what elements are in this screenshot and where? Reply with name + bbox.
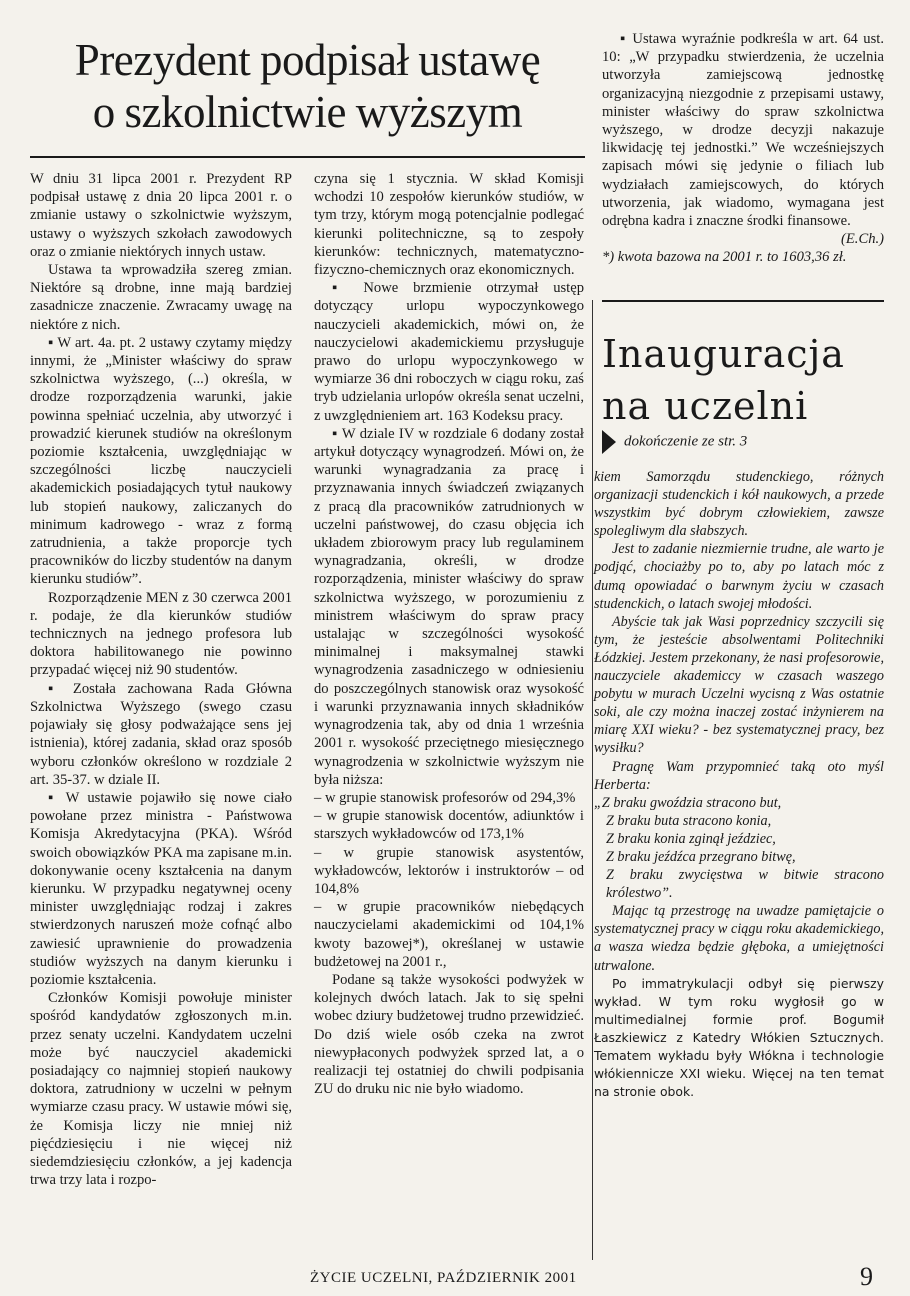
paragraph: ▪ Została zachowana Rada Główna Szkolnictwa Wyższego (swego czasu pojawiały się głosy podważające sens jej istnienia), której zadania, skład oraz sposób wyboru członków określono w rozdziale 2 art. 35-37. w dziale II. [30, 680, 292, 788]
paragraph: kiem Samorządu studenckiego, różnych organizacji studenckich i kół naukowych, a przede wszystkim być dobrym człowiekiem, zawsze spolegliwym dla słabszych. [594, 469, 884, 540]
headline-line-2: o szkolnictwie wyższym [92, 87, 523, 137]
poem-line: Z braku buta stracono konia, [606, 812, 772, 829]
salary-item: – w grupie stanowisk docentów, adiunktów i starszych wykładowców od 173,1% [314, 808, 584, 843]
paragraph: Po immatrykulacji odbył się pierwszy wykład. W tym roku wygłosił go w multimedialnej formie prof. Bogumił Łaszkiewicz z Katedry Włókien Sztucznych. Tematem wykładu były Włókna i technologie włókiennicze XXI wieku. Więcej na ten temat na stronie obok. [594, 975, 884, 1099]
side-article-rule [602, 300, 884, 302]
triangle-arrow-icon [602, 430, 616, 454]
salary-item: – w grupie stanowisk asystentów, wykładowców, lektorów i instruktorów – od 104,8% [314, 844, 584, 897]
article-headline [30, 34, 585, 138]
paragraph: ▪ W ustawie pojawiło się nowe ciało powołane przez ministra - Państwowa Komisja Akredytacyjna (PKA). Wśród swoich obowiązków PKA ma zapisane m.in. dokonywanie oceny kształcenia na danym kierunku. W przypadku negatywnej oceny minister uwzględniając rodzaj i zakres stwierdzonych naruszeń może cofnąć albo zawiesić uprawnienie do prowadzenia studiów wyższych na danym kierunku i poziomie kształcenia. [30, 789, 292, 988]
continued-from [602, 430, 884, 454]
salary-item: – w grupie stanowisk profesorów od 294,3% [314, 789, 576, 806]
paragraph: Podane są także wysokości podwyżek w kolejnych dwóch latach. Jak to się spełni wobec dziury budżetowej trudno przewidzieć. Do dziś wiele osób czeka na zwrot niewypłaconych podwyżek sprzed lat, a o realizacji tej ostatniej do chwili podpisania ZU do druku nic nie było wiadomo. [314, 971, 584, 1098]
poem-line: Z braku konia zginął jeździec, [606, 830, 776, 847]
paragraph: Ustawa ta wprowadziła szereg zmian. Niektóre są drobne, inne mają bardziej zasadnicze znaczenie. Zwracamy uwagę na niektóre z nich. [30, 262, 292, 333]
poem-line: Z braku jeźdźca przegrano bitwę, [606, 848, 796, 865]
author-signature: (E.Ch.) [841, 231, 884, 248]
paragraph: ▪ Ustawa wyraźnie podkreśla w art. 64 ust. 10: „W przypadku stwierdzenia, że uczelnia utworzyła zamiejscową jednostkę organizacyjną niezgodnie z przepisami ustawy, minister właściwy do spraw szkolnictwa wyższego, w drodze decyzji nakazuje likwidację tej jednostki.” We wcześniejszych zapisach mówi się jedynie o filiach lub wydziałach zamiejscowych, do których utworzenia, jak wiadomo, wymagana jest odrębna kadra i znaczne środki finansowe. [602, 31, 884, 230]
continued-label: dokończenie ze str. 3 [624, 433, 748, 450]
headline-line-1: Prezydent podpisał ustawę [74, 35, 541, 85]
footnote: *) kwota bazowa na 2001 r. to 1603,36 zł. [602, 249, 847, 266]
paragraph: Jest to zadanie niezmiernie trudne, ale warto je podjąć, chociażby po to, aby po latach móc z dumą opowiadać o barwnym życiu w czasach studenckich, o latach swojej młodości. [594, 541, 884, 612]
paragraph: Mając tą przestrogę na uwadze pamiętajcie o systematycznej pracy w ciągu roku akademickiego, a wasza wiedza będzie głęboka, a umiejętności utrwalone. [594, 903, 884, 974]
page-number: 9 [860, 1262, 874, 1291]
side-article-headline [602, 328, 884, 432]
salary-item: – w grupie pracowników niebędących nauczycielami akademickimi od 104,1% kwoty bazowej*), określanej w ustawie budżetowej na 2001 r., [314, 899, 584, 970]
paragraph: ▪ W art. 4a. pt. 2 ustawy czytamy między innymi, że „Minister właściwy do spraw szkolnictwa wyższego, (...) określa, w drodze rozporządzenia warunki, jakie powinna spełniać uczelnia, aby utworzyć i prowadzić kierunek studiów na określonym poziomie kształcenia, uwzględniając w szczególności liczbę nauczycieli akademickich posiadających tytuł naukowy lub stopień naukowy, zaliczanych do minimum kadrowego - wraz z formą zatrudnienia, a także proporcje tych pracowników do liczby studentów na danym kierunku studiów”. [30, 334, 292, 588]
poem-line: Z braku zwycięstwa w bitwie stracono królestwo”. [606, 867, 884, 902]
journal-name: ŻYCIE UCZELNI, PAŹDZIERNIK 2001 [310, 1270, 577, 1286]
paragraph: Członków Komisji powołuje minister spośród kandydatów zgłoszonych m.in. przez senaty uczelni. Kandydatem uczelni może być nauczyciel akademicki posiadający co najmniej stopień naukowy doktora, zatrudniony w uczelni w pełnym wymiarze czasu pracy. W ustawie mówi się, że Komisja liczy nie mniej niż pięćdziesięciu i nie więcej niż siedemdziesięciu członków, a jej kadencja trwa trzy lata i rozpo- [30, 990, 292, 1189]
article-column-1 [30, 170, 292, 1189]
paragraph: ▪ Nowe brzmienie otrzymał ustęp dotyczący urlopu wypoczynkowego nauczycieli akademickich, mówi on, że nauczycielowi akademickiemu przysługuje prawo do urlopu wypoczynkowego w wymiarze 36 dni roboczych w ciągu roku, zaś tryb udzielania urlopów określa senat uczelni, z uwzględnieniem art. 163 Kodeksu pracy. [314, 280, 584, 424]
column-divider [592, 300, 593, 1260]
paragraph: czyna się 1 stycznia. W skład Komisji wchodzi 10 zespołów kierunków studiów, w tym trzy, którym mogą potencjalnie podlegać kierunki politechniczne, są to zespoły kierunków: technicznych, matematyczno-fizyczno-chemicznych oraz ekonomicznych. [314, 171, 584, 279]
paragraph: Abyście tak jak Wasi poprzednicy szczycili się tym, że jesteście absolwentami Politechniki Łódzkiej. Jestem przekonany, że nasi profesorowie, nauczyciele akademiccy w czasach waszego pobytu w murach Uczelni wycisną z Was ostatnie soki, ale czy można inaczej zostać inżynierem na miarę XXI wieku? - bez systematycznej pracy, bez wysiłku? [594, 613, 884, 757]
headline-rule [30, 156, 585, 158]
side-headline-line-1: Inauguracja [602, 332, 845, 376]
article-column-3 [602, 30, 884, 267]
poem-line: „Z braku gwoździa stracono but, [594, 794, 782, 811]
side-article-body [594, 468, 884, 1101]
side-headline-line-2: na uczelni [602, 384, 809, 428]
paragraph: ▪ W dziale IV w rozdziale 6 dodany został artykuł dotyczący wynagrodzeń. Mówi on, że warunki wynagradzania za pracę i przyznawania innych świadczeń związanych z pracą dla pracowników zatrudnionych w uczelni państwowej, do czasu objęcia ich układem zbiorowym pracy lub regulaminem wynagradzania, określi, w drodze rozporządzenia, minister właściwy do spraw szkolnictwa wyższego, w porozumieniu z ministrem właściwym do spraw pracy ustalając w szczególności wysokość minimalnej i maksymalnej stawki wynagrodzenia zasadniczego w odniesieniu do poszczególnych stanowisk oraz wysokość i warunki przyznawania innych składników wynagrodzenia tak, aby od dnia 1 września 2001 r. wysokość przeciętnego miesięcznego wynagrodzenia w szkolnictwie wyższym nie była niższa: [314, 425, 584, 788]
article-column-2 [314, 170, 584, 1098]
herbert-quote [594, 794, 884, 903]
paragraph: Pragnę Wam przypomnieć taką oto myśl Herberta: [594, 758, 884, 793]
paragraph: Rozporządzenie MEN z 30 czerwca 2001 r. podaje, że dla kierunków studiów technicznych na jednego profesora lub doktora habilitowanego nie powinno przypadać więcej niż 90 studentów. [30, 589, 292, 679]
paragraph: W dniu 31 lipca 2001 r. Prezydent RP podpisał ustawę z dnia 20 lipca 2001 r. o zmianie ustawy o szkolnictwie wyższym, ustawy o wyższych szkołach zawodowych oraz o zmianie niektórych innych ustaw. [30, 171, 292, 260]
